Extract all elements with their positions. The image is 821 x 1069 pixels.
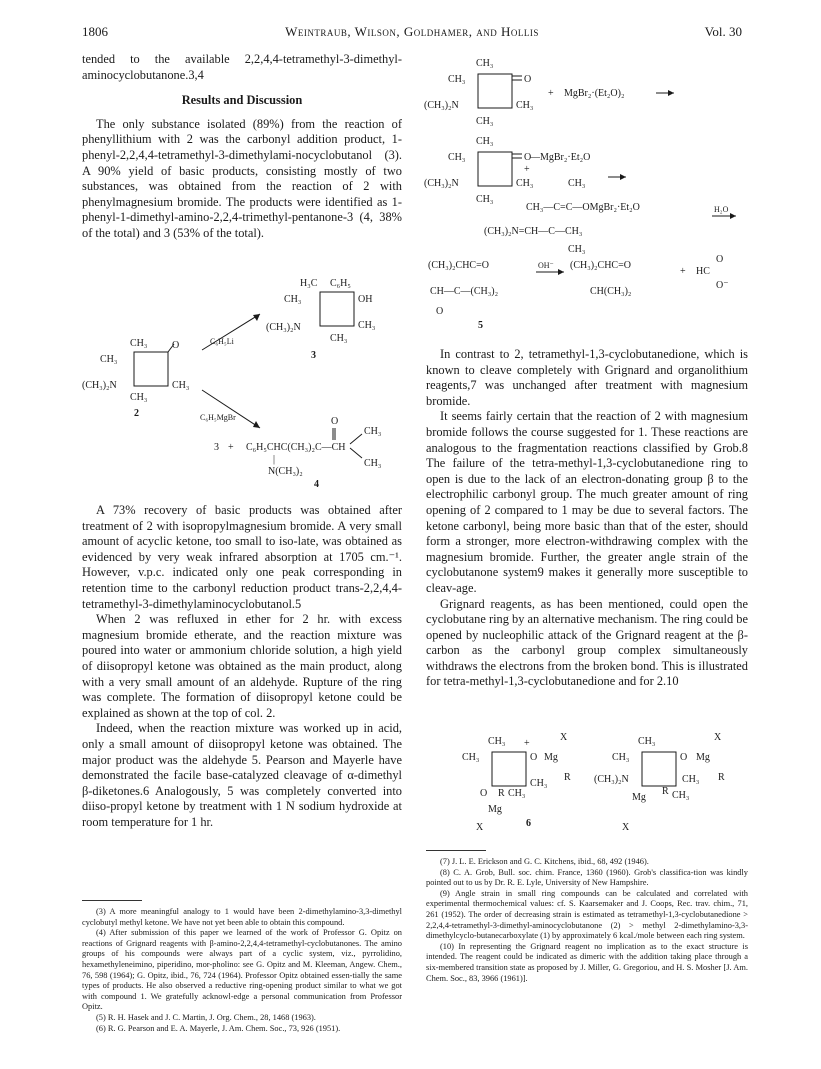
footnote-8: (8) C. A. Grob, Bull. soc. chim. France, 1360 (1960). Grob's classifica-tion was kindly pointed out to us by Dr. R. E. Lyle, University of New Hampshire. (426, 867, 748, 888)
c4-nme2: N(CH₃)₂ (268, 466, 303, 477)
r1-plus: + (548, 88, 554, 99)
label-compound-6: 6 (526, 818, 531, 829)
c3-ch3-left: CH₃ (284, 294, 302, 305)
r4-formate-o: O (716, 254, 724, 265)
footnote-3: (3) A more meaningful analogy to 1 would have been 2-dimethylamino-3,3-dimethyl cyclobutyl methyl ketone. We have not yet been able to obtain this compound. (82, 907, 402, 927)
r2-mgbr-complex: —MgBr₂·Et₂O (530, 152, 591, 163)
c4-ch3-upper: CH₃ (364, 426, 382, 437)
b2-o: O (680, 752, 688, 763)
b2-x-bottom: X (622, 822, 630, 833)
r4-ald-right-bottom: CH(CH₃)₂ (590, 286, 632, 297)
r1-ch3-left: CH₃ (448, 74, 466, 85)
footnote-9: (9) Angle strain in small ring compounds can be calculated and correlated with experimental thermochemical values: cf. S. Kaarsemaker and J. Coops, Rec. trav. chim., 71, 261 (1952). The order of decreasing strain is estimated as tetramethyl-1,3-cyclobutanedione > 2,2,4,4-tetramethyl-3-dimethyl-aminocyclobutanone (2) > methyl 2-dimethylamino-3,3-dimethylcyclo-butanecarboxylate (1) by approximately 6 kcal./mole between each ring system. (426, 888, 748, 941)
label-compound-3: 3 (311, 350, 316, 361)
complex-right (594, 732, 725, 833)
c3-ch3-right: CH₃ (358, 320, 376, 331)
b1-o-lower: O (480, 788, 488, 799)
b1-x-bottom: X (476, 822, 484, 833)
scheme-phenyl-reactions (82, 268, 402, 490)
r4-plus: + (680, 266, 686, 277)
product-3: 3 (214, 442, 219, 453)
r3-ch3-bottom: CH₃ (568, 244, 586, 255)
b1-ch3-right: CH₃ (530, 778, 548, 789)
c3-h3c: H₃C (300, 278, 318, 289)
intro-text: tended to the available 2,2,4,4-tetramethyl-3-dimethyl-aminocyclobutanone.3,4 (82, 52, 402, 82)
b1-ch3-left: CH₃ (462, 752, 480, 763)
volume-label: Vol. 30 (704, 24, 742, 39)
aldehyde-5-cleavage (428, 254, 729, 331)
ring-opened-enolate (484, 178, 736, 255)
plus-sign: + (228, 442, 234, 453)
paragraph-isopropyl: A 73% recovery of basic products was obtained after treatment of 2 with isopropylmagnesium bromide. A very small amount of acyclic ketone, too small to iso-late, was obtained as evidenced by very weak infrared absorption at 1705 cm.⁻¹. However, v.p.c. indicated only one peak corresponding in retention time to the carbonyl reduction product trans-2,2,4,4-tetramethyl-3-dimethylaminocyclobutanol.5 (82, 503, 402, 611)
c3-nme2: (CH₃)₂N (266, 322, 301, 333)
b2-ch3-top: CH₃ (638, 736, 656, 747)
b2-ch3-left: CH₃ (612, 752, 630, 763)
label-compound-2: 2 (134, 408, 139, 419)
section-title: Results and Discussion (181, 93, 303, 108)
r2-ch3-bottom: CH₃ (476, 194, 494, 205)
footnote-10: (10) In representing the Grignard reagent no implication as to the exact structure is intended. The reagent could be indicated as dimeric with the addition taking place through a six-membered transition state as proposed by J. Miller, G. Gregoriou, and H. S. Mosher [J. Am. Chem. Soc., 83, 3966 (1961)]. (426, 941, 748, 983)
b1-ch3-bottom: CH₃ (508, 788, 526, 799)
b2-mg-lower: Mg (632, 792, 646, 803)
paragraph-contrast: In contrast to 2, tetramethyl-1,3-cyclobutanedione, which is known to cleave completely with Grignard and organolithium reagents,7 was unchanged after treatment with magnesium bromide. (426, 347, 748, 408)
b2-ch3-bottom: CH₃ (672, 790, 690, 801)
b2-nme2: (CH₃)₂N (594, 774, 629, 785)
left-column-top (82, 52, 402, 242)
b1-o: O (530, 752, 538, 763)
r4-hydroxide: OH⁻ (538, 261, 554, 270)
label-compound-5: 5 (478, 320, 483, 331)
r4-ald-left-top: (CH₃)₂CHC=O (428, 260, 489, 271)
r1-ch3-bottom: CH₃ (476, 116, 494, 127)
b1-mg-lower: Mg (488, 804, 502, 815)
r3-enolate: CH₃—C=C—OMgBr₂·Et₂O (526, 202, 640, 213)
c2-ch3-left: CH₃ (100, 354, 118, 365)
paragraph-results-1: The only substance isolated (89%) from the reaction of phenyllithium with 2 was the carbonyl addition product, 1-phenyl-2,2,4,4-tetramethyl-3-dimethylami-nocyclobutanol (3). A 90% yield of basic products, consisting mostly of two substances, was obtained from the reaction of 2 with phenylmagnesium bromide. The products were identified as 1-phenyl-1-dimethyl-amino-2,2,4-trimethyl-pentanone-3 (4, 38% of the total) and 3 (53% of the total). (82, 116, 402, 240)
scheme-grignard-complex (426, 730, 748, 840)
r2-ch3-right: CH₃ (516, 178, 534, 189)
b1-plus: + (524, 738, 530, 749)
compound-4-formula: C₆H₅CHC(CH₃)₂C—CH (246, 442, 346, 453)
r3-ch3-top: CH₃ (568, 178, 586, 189)
c3-ch3-bottom: CH₃ (330, 333, 348, 344)
paragraph-grignard: Grignard reagents, as has been mentioned, could open the cyclobutane ring by an alternative mechanism. The ring could be opened by nucleophilic attack of the Grignard reagent at the β-carbon as the carbonyl group complex simultaneously withdraws the electrons from the broken bond. This is illustrated for tetra-methyl-1,3-cyclobutanedione and for 2.10 (426, 596, 748, 689)
c4-ch3-lower: CH₃ (364, 458, 382, 469)
r1-ch3-right: CH₃ (516, 100, 534, 111)
r4-ald-left-bottom: CH—C—(CH₃)₂ (430, 286, 499, 297)
b2-r: R (718, 772, 725, 783)
b1-ch3-top: CH₃ (488, 736, 506, 747)
r1-o: O (524, 74, 532, 85)
c2-nme2: (CH₃)₂N (82, 380, 117, 391)
r4-formate: HC (696, 266, 710, 277)
b1-mg: Mg (544, 752, 558, 763)
c3-c6h5: C₆H₅ (330, 278, 351, 289)
complex-left (462, 732, 571, 833)
r1-mgbr-reagent: MgBr₂·(Et₂O)₂ (564, 88, 625, 99)
compound-2-with-mgbr2 (424, 58, 674, 127)
b2-ch3-right: CH₃ (682, 774, 700, 785)
b1-r: R (564, 772, 571, 783)
compound-2-structure (82, 338, 189, 419)
left-footnotes (82, 900, 402, 1034)
compound-3-structure (266, 278, 375, 361)
left-column-bottom (82, 503, 402, 830)
paragraph-aldehyde: Indeed, when the reaction mixture was worked up in acid, only a small amount of diisopropyl ketone was obtained. The major product was the aldehyde 5. Pearson and Mayerle have demonstrated the facile base-catalyzed cleavage of α-dimethyl β-diketones.6 Analogously, 5 was completely converted into diiso-propyl ketone by treatment with 1 N sodium hydroxide at room temperature for 1 hr. (82, 721, 402, 829)
b1-x-top: X (560, 732, 568, 743)
mgbr2-complex (424, 136, 626, 205)
footnote-4: (4) After submission of this paper we learned of the work of Professor G. Opitz on reactions of Grignard reagents with β-amino-2,2,4,4-tetramethyl-cyclobutanones. The amino groups of his compounds were always part of a cyclic system, viz., pyrrolidino, hexamethyleneimino, piperidino, mor-pholino: see G. Opitz and M. Kleeman, Angew. Chem., 76, 598 (1964); G. Opitz, ibid., 76, 724 (1964). Professor Opitz obtained essen-tially the same types of products. He also observed a reductive ring-opening product similar to what we got with compound 1. We gratefully acknowl-edge a personal communication from Professor Opitz. (82, 928, 402, 1012)
c2-ch3-top: CH₃ (130, 338, 148, 349)
right-column-text (426, 347, 748, 690)
r4-ald-right-top: (CH₃)₂CHC=O (570, 260, 631, 271)
r3-h2o: H₂O (714, 205, 729, 214)
reagent-phenyllithium: C₆H₅Li (210, 337, 234, 346)
paragraph-magnesium-bromide: When 2 was refluxed in ether for 2 hr. with excess magnesium bromide etherate, and the reaction mixture was poured into water or ammonium chloride solution, a high yield of diisopropyl ketone was obtained as the main product, along with a very small amount of an aldehyde. Rupture of the ring was complete. The formation of diisopropyl ketone could be explained as shown at the top of col. 2. (82, 612, 402, 720)
running-header (82, 24, 742, 42)
label-compound-4: 4 (314, 479, 319, 490)
footnote-7: (7) J. L. E. Erickson and G. C. Kitchens, ibid., 68, 492 (1946). (440, 857, 649, 866)
paragraph-course: It seems fairly certain that the reaction of 2 with magnesium bromide follows the course suggested for 1. These reactions are analogous to the fragmentation reactions classified by Grob.8 The failure of the tetra-methyl-1,3-cyclobutanedione ring to open is due to the lack of an electron-donating group β to the electrophilic carbonyl group. The much greater amount of ring opening of 2 compared to 1 may be due to several factors. The ketone carbonyl, being more basic than that of the ester, should form a stronger, more electron-withdrawing complex with the magnesium bromide. Further, the greater angle strain of the cyclobutanone system9 makes it generally more susceptible to cleav-age. (426, 409, 748, 595)
reagent-phenylmagnesium-bromide: C₆H₅MgBr (200, 413, 236, 422)
b2-r-lower: R (662, 786, 669, 797)
r4-o-lower: O (436, 306, 444, 317)
r2-ch3-left: CH₃ (448, 152, 466, 163)
c4-o: O (331, 416, 339, 427)
scheme-magnesium-bromide (418, 52, 748, 342)
right-footnotes (426, 850, 748, 984)
footnote-rule (82, 900, 142, 901)
r4-formate-o-minus: O⁻ (716, 280, 729, 291)
footnote-6: (6) R. G. Pearson and E. A. Mayerle, J. Am. Chem. Soc., 73, 926 (1951). (96, 1023, 341, 1033)
r2-plus: + (524, 164, 530, 175)
footnote-rule-right (426, 850, 486, 851)
c2-ch3-bottom: CH₃ (130, 392, 148, 403)
footnote-5: (5) R. H. Hasek and J. C. Martin, J. Org. Chem., 28, 1468 (1963). (96, 1012, 316, 1022)
b1-r-lower: R (498, 788, 505, 799)
page-number: 1806 (82, 24, 108, 39)
compound-4-structure (214, 416, 381, 490)
running-authors: Weintraub, Wilson, Goldhamer, and Hollis (285, 24, 539, 39)
c4-pipe: | (273, 454, 276, 465)
c3-oh: OH (358, 294, 373, 305)
r3-iminium: (CH₃)₂N=CH—C—CH₃ (484, 226, 583, 237)
b2-x-top: X (714, 732, 722, 743)
r2-nme2: (CH₃)₂N (424, 178, 459, 189)
r2-ch3-top: CH₃ (476, 136, 494, 147)
c2-o: O (172, 340, 180, 351)
r1-nme2: (CH₃)₂N (424, 100, 459, 111)
r1-ch3-top: CH₃ (476, 58, 494, 69)
r2-o: O (524, 152, 532, 163)
c2-ch3-right: CH₃ (172, 380, 190, 391)
b2-mg: Mg (696, 752, 710, 763)
